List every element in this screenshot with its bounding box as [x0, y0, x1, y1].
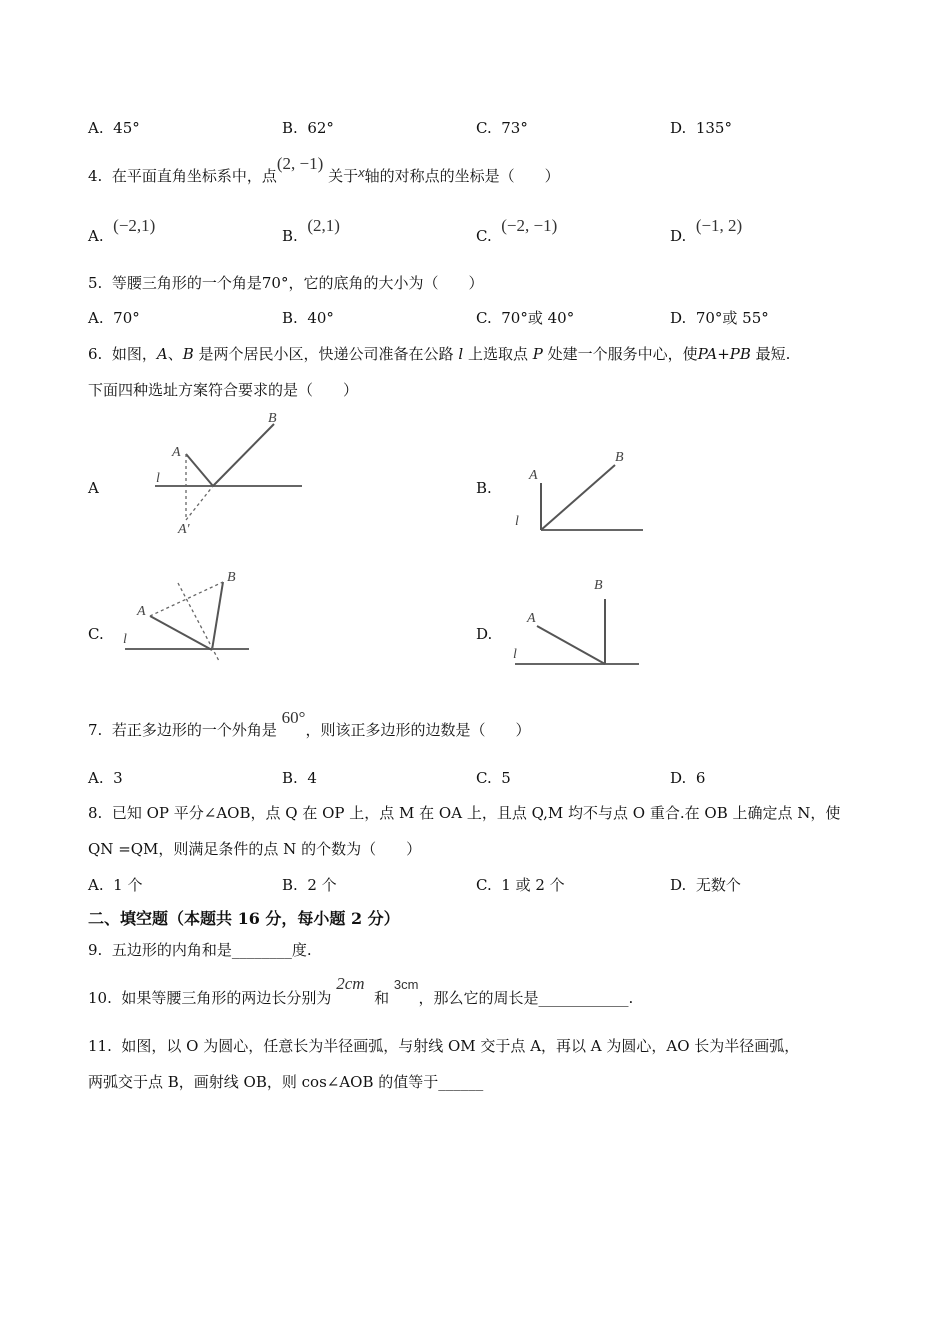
q6-figure-c [115, 565, 255, 665]
q5-option-c: C. 70°或 40° [476, 309, 575, 327]
q8-option-a: A. 1 个 [88, 876, 143, 894]
q5-stem: 5. 等腰三角形的一个角是70°，它的底角的大小为（ ） [88, 274, 484, 292]
q8-stem-line2: QN =QM，则满足条件的点 N 的个数为（ ） [88, 840, 422, 858]
q6-figure-d-label: D. [476, 625, 493, 643]
q7-stem: 7. 若正多边形的一个外角是 60°，则该正多边形的边数是（ ） [88, 708, 531, 739]
q6-figure-a [140, 402, 310, 538]
q3-option-a: A. 45° [88, 119, 140, 137]
q9-blank[interactable]: ________ [231, 941, 292, 959]
fig-c-point-a: A [137, 604, 146, 619]
q6-stem-line1: 6. 如图，A、B 是两个居民小区，快递公司准备在公路 l 上选取点 P 处建一个服务中心，使PA+PB 最短. [88, 345, 791, 363]
fig-a-point-a: A [172, 445, 181, 460]
q5-option-a: A. 70° [88, 309, 140, 327]
fig-a-point-a-prime: A' [178, 522, 190, 537]
q8-option-c: C. 1 或 2 个 [476, 876, 565, 894]
q3-option-c: C. 73° [476, 119, 528, 137]
fig-c-line-l: l [123, 632, 127, 647]
section-2-title: 二、填空题（本题共 16 分，每小题 2 分） [88, 909, 400, 928]
q4-option-d: D. (−1, 2) [670, 216, 743, 245]
q11-stem-line1: 11. 如图，以 O 为圆心，任意长为半径画弧，与射线 OM 交于点 A，再以 A 为圆心，AO 长为半径画弧， [88, 1037, 800, 1055]
q3-option-d: D. 135° [670, 119, 732, 137]
q5-option-d: D. 70°或 55° [670, 309, 769, 327]
q6-figure-d [505, 572, 645, 672]
fig-a-line-l: l [156, 471, 160, 486]
q4-option-c: C. (−2, −1) [476, 216, 558, 245]
q7-option-d: D. 6 [670, 769, 706, 787]
q9-stem: 9. 五边形的内角和是________度. [88, 941, 312, 959]
q10-stem: 10. 如果等腰三角形的两边长分别为 2cm 和 3cm，那么它的周长是____________. [88, 974, 634, 1007]
fig-c-point-b: B [227, 570, 236, 585]
q6-figure-b-label: B. [476, 479, 492, 497]
q8-option-d: D. 无数个 [670, 876, 741, 894]
q5-option-b: B. 40° [282, 309, 334, 327]
fig-d-line-l: l [513, 647, 517, 662]
q7-option-b: B. 4 [282, 769, 317, 787]
fig-b-point-a: A [529, 468, 538, 483]
q4-option-b: B. (2,1) [282, 216, 340, 245]
q4-stem: 4. 在平面直角坐标系中，点(2, −1) 关于x轴的对称点的坐标是（ ） [88, 154, 560, 185]
q4-option-a: A. (−2,1) [88, 216, 156, 245]
fig-b-line-l: l [515, 514, 519, 529]
q11-stem-line2: 两弧交于点 B，画射线 OB，则 cos∠AOB 的值等于______ [88, 1073, 484, 1091]
q6-figure-c-label: C. [88, 625, 104, 643]
q6-stem-line2: 下面四种选址方案符合要求的是（ ） [88, 381, 359, 399]
fig-d-point-b: B [594, 578, 603, 593]
fig-d-point-a: A [527, 611, 536, 626]
fig-a-point-b: B [268, 411, 277, 426]
q11-blank[interactable]: ______ [438, 1073, 484, 1091]
q7-option-c: C. 5 [476, 769, 511, 787]
q3-option-b: B. 62° [282, 119, 334, 137]
fig-b-point-b: B [615, 450, 624, 465]
q6-figure-a-label: A [88, 479, 99, 497]
q6-figure-b [505, 445, 650, 540]
q8-option-b: B. 2 个 [282, 876, 337, 894]
q10-blank[interactable]: ____________ [538, 989, 629, 1007]
q8-stem-line1: 8. 已知 OP 平分∠AOB，点 Q 在 OP 上，点 M 在 OA 上，且点 Q,M 均不与点 O 重合.在 OB 上确定点 N，使 [88, 804, 841, 822]
q7-option-a: A. 3 [88, 769, 123, 787]
